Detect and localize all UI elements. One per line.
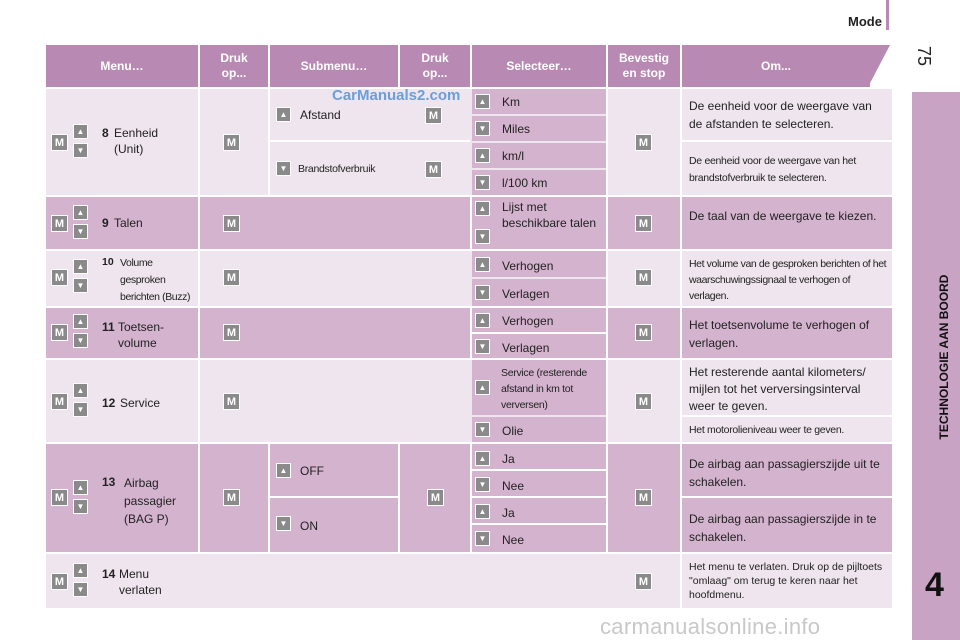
row10-m-icon: M	[51, 269, 68, 286]
row11-m-icon: M	[51, 324, 68, 341]
row11-om: Het toetsenvolume te verhogen of verlagen.	[689, 318, 870, 350]
row9-sel: Lijst met beschikbare talen	[502, 200, 597, 230]
row8-m-icon: M	[51, 134, 68, 151]
row13-sel-ja1: Ja	[502, 452, 515, 466]
row10-vline3	[606, 251, 608, 306]
row8-om1: De eenheid voor de weergave van de afstanden te selecteren.	[689, 99, 872, 131]
col-header-druk2: Druk op...	[400, 45, 470, 87]
row12-druk-m-icon: M	[223, 393, 240, 410]
row11-up2-icon: ▲	[475, 313, 490, 328]
row12-om1: Het resterende aantal kilometers/ mijlen tot het verversingsinterval weer te geven.	[689, 365, 866, 413]
row8-sel3	[472, 143, 606, 168]
row8-sel-miles: Miles	[502, 122, 531, 136]
row8-brandstof-down-icon: ▼	[276, 161, 291, 176]
row8-afstand-up-icon: ▲	[276, 107, 291, 122]
row10-up-icon: ▲	[73, 259, 88, 274]
row14-om: Het menu te verlaten. Druk op de pijltoets "omlaag" om terug te keren naar het hoofdmenu.	[689, 561, 883, 601]
row10-bevestig-m-icon: M	[635, 269, 652, 286]
row13-down-icon: ▼	[73, 499, 88, 514]
row13-sel-ja2: Ja	[502, 506, 515, 520]
row9-vline1	[198, 197, 200, 249]
row14-num: 14	[102, 567, 116, 581]
row13-ja2-up-icon: ▲	[475, 504, 490, 519]
row13-m-icon: M	[51, 489, 68, 506]
row13-up-icon: ▲	[73, 480, 88, 495]
row13-sub-off: OFF	[300, 464, 324, 478]
row14-m-icon: M	[51, 573, 68, 590]
row12-vline3	[606, 360, 608, 442]
row8-brandstof-m-icon: M	[425, 161, 442, 178]
row12-up-icon: ▲	[73, 383, 88, 398]
row13-vline1	[198, 444, 200, 552]
row10-num: 10	[102, 256, 114, 268]
row8-sub-afstand: Afstand	[300, 108, 341, 122]
row10-vline4	[680, 251, 682, 306]
row13-om-divider	[682, 496, 892, 498]
row13-label: Airbag passagier (BAG P)	[124, 476, 177, 526]
row12-om-divider	[682, 415, 892, 417]
row8-druk-m-icon: M	[223, 134, 240, 151]
footer-watermark: carmanualsonline.info	[600, 614, 821, 639]
row8-kml-up-icon: ▲	[475, 148, 490, 163]
row8-sel-km: Km	[502, 95, 520, 109]
row9-vline2	[470, 197, 472, 249]
row11-down2-icon: ▼	[475, 339, 490, 354]
row9-up2-icon: ▲	[475, 201, 490, 216]
col-header-om: Om...	[682, 45, 870, 87]
row13-vline2c	[470, 444, 472, 552]
row8-sel2	[472, 116, 606, 141]
col-header-menu: Menu…	[46, 45, 198, 87]
row8-miles-down-icon: ▼	[475, 121, 490, 136]
row13-druk2-m-icon: M	[427, 489, 444, 506]
row8-om-divider	[682, 140, 892, 142]
row8-l100-down-icon: ▼	[475, 175, 490, 190]
row14-down-icon: ▼	[73, 582, 88, 597]
chapter-tab	[912, 92, 960, 640]
row13-sub-divider	[270, 496, 400, 498]
row13-num: 13	[102, 475, 116, 489]
row12-sel2-text: Olie	[502, 424, 524, 438]
row12-up2-icon: ▲	[475, 380, 490, 395]
row8-afstand-m-icon: M	[425, 107, 442, 124]
row11-down-icon: ▼	[73, 333, 88, 348]
row12-down2-icon: ▼	[475, 422, 490, 437]
row10-sel1-text: Verhogen	[502, 259, 554, 273]
chapter-number: 4	[925, 566, 944, 604]
row11-bevestig-m-icon: M	[635, 324, 652, 341]
row14-bevestig-m-icon: M	[635, 573, 652, 590]
row10-sel2-text: Verlagen	[502, 287, 550, 301]
row8-km-up-icon: ▲	[475, 94, 490, 109]
row10-label: Volume gesproken berichten (Buzz)	[120, 257, 191, 303]
row9-bevestig-m-icon: M	[635, 215, 652, 232]
row11-vline3	[606, 308, 608, 358]
row10-down-icon: ▼	[73, 278, 88, 293]
row12-down-icon: ▼	[73, 402, 88, 417]
row13-nee1-down-icon: ▼	[475, 477, 490, 492]
col-header-bevestig: Bevestig en stop	[608, 45, 680, 87]
row13-ja1-up-icon: ▲	[475, 451, 490, 466]
row8-sub-divider	[270, 140, 470, 142]
row13-vline4	[680, 444, 682, 552]
row13-sel-nee2: Nee	[502, 533, 525, 547]
row9-m-icon: M	[51, 215, 68, 232]
row13-om2: De airbag aan passagierszijde in te schakelen.	[689, 512, 877, 544]
col-header-druk1: Druk op...	[200, 45, 268, 87]
row10-up2-icon: ▲	[475, 257, 490, 272]
row10-druk-m-icon: M	[223, 269, 240, 286]
header-rule	[886, 0, 889, 30]
row10-om: Het volume van de gesproken berichten of het waarschuwingssignaal te verhogen of verlagen.	[689, 258, 887, 302]
row13-vline3	[606, 444, 608, 552]
row8-vline1	[198, 89, 200, 195]
row9-om: De taal van de weergave te kiezen.	[689, 209, 877, 223]
row13-om1: De airbag aan passagierszijde uit te schakelen.	[689, 457, 880, 489]
row13-nee2-down-icon: ▼	[475, 531, 490, 546]
row8-down-icon: ▼	[73, 143, 88, 158]
row11-sel1-text: Verhogen	[502, 314, 554, 328]
row13-hline2	[472, 496, 606, 498]
row9-up-icon: ▲	[73, 205, 88, 220]
row12-vline1	[198, 360, 200, 442]
row8-sel1	[472, 89, 606, 114]
row9-vline4	[680, 197, 682, 249]
row8-vline4	[680, 89, 682, 195]
row11-num: 11	[102, 320, 115, 334]
row14-label: Menu verlaten	[119, 567, 162, 597]
section-title: Mode	[848, 14, 882, 29]
page-number: 75	[914, 46, 934, 67]
col-header-submenu: Submenu…	[270, 45, 398, 87]
row11-up-icon: ▲	[73, 314, 88, 329]
row12-vline4	[680, 360, 682, 442]
row13-hline1	[472, 469, 606, 471]
row8-sel-kml: km/l	[502, 149, 524, 163]
row12-sel1-text: Service (resterende afstand in km tot verversen)	[501, 367, 587, 411]
row13-sel-nee1: Nee	[502, 479, 525, 493]
row13-vline2b	[398, 444, 400, 552]
row12-om2: Het motorolieniveau weer te geven.	[689, 424, 844, 436]
row9-num: 9	[102, 216, 109, 230]
row11-label: Toetsen-volume	[118, 320, 165, 350]
row12-label: Service	[120, 396, 161, 410]
row11-hline	[472, 332, 606, 334]
row13-sub-on: ON	[300, 519, 318, 533]
row11-vline1	[198, 308, 200, 358]
row8-label: Eenheid (Unit)	[114, 126, 159, 156]
row8-sub-brandstof: Brandstofverbruik	[298, 163, 376, 175]
row11-sel2-text: Verlagen	[502, 341, 550, 355]
row8-bevestig-m-icon: M	[635, 134, 652, 151]
row9-druk-m-icon: M	[223, 215, 240, 232]
row8-vline3	[606, 89, 608, 195]
row11-druk-m-icon: M	[223, 324, 240, 341]
row13-bevestig-m-icon: M	[635, 489, 652, 506]
watermark: CarManuals2.com	[332, 87, 461, 104]
row13-vline2	[268, 444, 270, 552]
row13-off-up-icon: ▲	[276, 463, 291, 478]
row8-vline2	[268, 89, 270, 195]
row14-up-icon: ▲	[73, 563, 88, 578]
row13-hline3	[472, 523, 606, 525]
row12-num: 12	[102, 396, 116, 410]
row12-m-icon: M	[51, 393, 68, 410]
row11-vline4	[680, 308, 682, 358]
row13-on-down-icon: ▼	[276, 516, 291, 531]
row11-vline2	[470, 308, 472, 358]
row9-vline3	[606, 197, 608, 249]
row10-down2-icon: ▼	[475, 285, 490, 300]
row10-vline1	[198, 251, 200, 306]
row8-up-icon: ▲	[73, 124, 88, 139]
row9-down2-icon: ▼	[475, 229, 490, 244]
row13-druk-m-icon: M	[223, 489, 240, 506]
row14-vline1	[680, 554, 682, 608]
row8-om2: De eenheid voor de weergave van het brandstofverbruik te selecteren.	[689, 155, 856, 184]
row8-sel-l100: l/100 km	[502, 176, 548, 190]
header-corner	[868, 45, 890, 87]
row8-num: 8	[102, 126, 109, 140]
row12-bevestig-m-icon: M	[635, 393, 652, 410]
col-header-selecteer: Selecteer…	[472, 45, 606, 87]
chapter-title: TECHNOLOGIE AAN BOORD	[937, 274, 951, 440]
row12-sel2	[472, 417, 606, 442]
row9-down-icon: ▼	[73, 224, 88, 239]
row9-label: Talen	[114, 216, 143, 230]
